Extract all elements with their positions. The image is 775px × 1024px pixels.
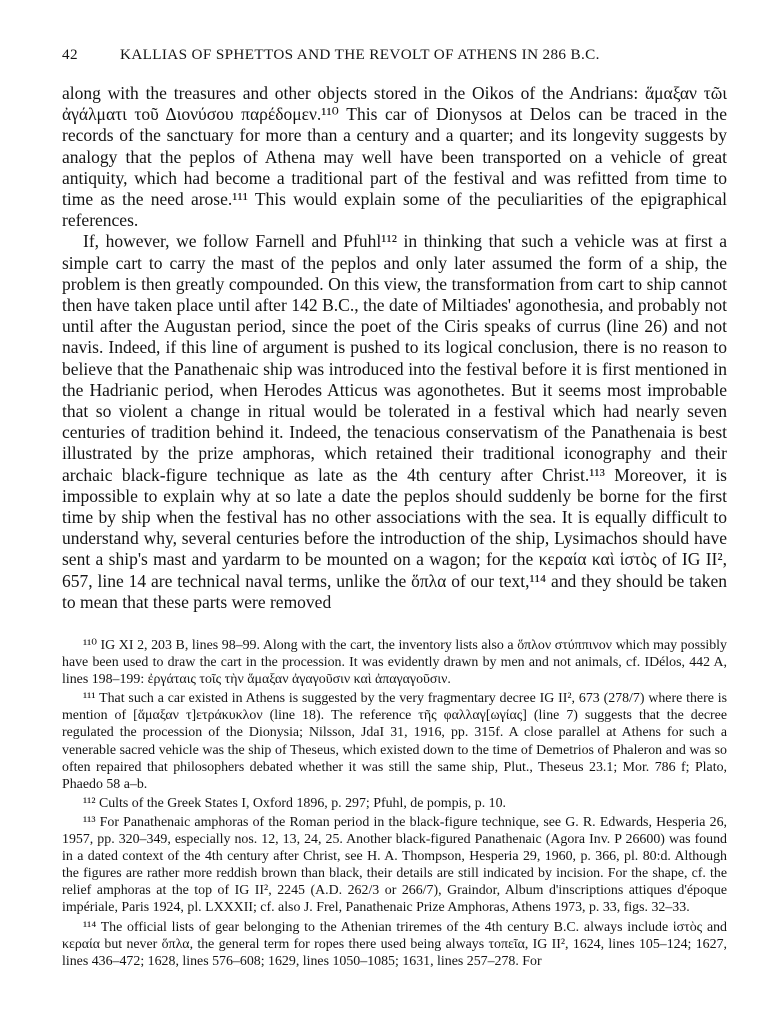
- footnote-114: ¹¹⁴ The official lists of gear belonging to the Athenian triremes of the 4th century B.C. always include ἱστὸς and κεραία but never ὅπλα, the general term for ropes there used being always τοπεῖα, IG II², 1624, lines 105–124; 1627, lines 436–472; 1628, lines 576–608; 1629, lines 1050–1085; 1631, lines 257–278. For: [62, 919, 727, 969]
- paragraph-1: along with the treasures and other objects stored in the Oikos of the Andrians: ἅμαξαν τῶι ἀγάλματι τοῦ Διονύσου παρέδομεν.¹¹⁰ This car of Dionysos at Delos can be traced in the records of the sanctuary for more than a century and a quarter; and its longevity suggests by analogy that the peplos of Athena may well have been transported on a vehicle of great antiquity, which had become a traditional part of the festival and was refitted from time to time as the need arose.¹¹¹ This would explain some of the peculiarities of the epigraphical references.: [62, 83, 727, 231]
- footnote-113: ¹¹³ For Panathenaic amphoras of the Roman period in the black-figure technique, see G. R. Edwards, Hesperia 26, 1957, pp. 320–349, especially nos. 12, 13, 24, 25. Another black-figured Panathenaic (Agora Inv. P 26600) was found in a dated context of the 4th century after Christ, see H. A. Thompson, Hesperia 29, 1960, p. 366, pl. 80:d. Although the figures are rather more reddish brown than black, their details are still indicated by incision. For the shape, cf. the relief amphoras at the top of IG II², 2245 (A.D. 262/3 or 266/7), Graindor, Album d'inscriptions attiques d'époque impériale, Paris 1924, pl. LXXXII; cf. also J. Frel, Panathenaic Prize Amphoras, Athens 1973, p. 33, figs. 32–33.: [62, 814, 727, 916]
- running-title: KALLIAS OF SPHETTOS AND THE REVOLT OF ATHENS IN 286 B.C.: [120, 46, 600, 63]
- running-header: [62, 46, 727, 70]
- footnotes: [62, 637, 727, 972]
- footnote-112: ¹¹² Cults of the Greek States I, Oxford 1896, p. 297; Pfuhl, de pompis, p. 10.: [83, 795, 506, 811]
- footnote-111: ¹¹¹ That such a car existed in Athens is suggested by the very fragmentary decree IG II², 673 (278/7) where there is mention of [ἅμαξαν τ]ετράκυκλον (line 18). The reference τῆς φαλλαγ[ωγίας] (line 7) suggests that the decree regulated the procession of the Dionysia; Nilsson, JdaI 31, 1916, pp. 315f. A close parallel at Athens for such a venerable sacred vehicle was the ship of Theseus, which existed down to the time of Demetrios of Phaleron and was so often repaired that philosophers debated whether it was still the same ship, Plut., Theseus 23.1; Mor. 786 f; Plato, Phaedo 58 a–b.: [62, 691, 727, 792]
- main-text: [62, 83, 727, 613]
- paragraph-2: If, however, we follow Farnell and Pfuhl¹¹² in thinking that such a vehicle was at first a simple cart to carry the mast of the peplos and only later assumed the form of a ship, the problem is then greatly compounded. On this view, the transformation from cart to ship cannot then have taken place until after 142 B.C., the date of Miltiades' agonothesia, and probably not until after the Augustan period, since the poet of the Ciris speaks of currus (line 26) and not navis. Indeed, if this line of argument is pushed to its logical conclusion, there is no reason to believe that the Panathenaic ship was introduced into the festival before it is first mentioned in the Hadrianic period, when Herodes Atticus was agonothetes. But it seems most improbable that so violent a change in ritual would be tolerated in a festival which had nearly seven centuries of tradition behind it. Indeed, the tenacious conservatism of the Panathenaia is best illustrated by the prize amphoras, which retained their traditional iconography and their archaic black-figure technique as late as the 4th century after Christ.¹¹³ Moreover, it is impossible to explain why at so late a date the peplos should suddenly be borne for the first time by ship when the festival has no other associations with the sea. It is equally difficult to understand why, several centuries before the introduction of the ship, Lysimachos should have sent a ship's mast and yardarm to be mounted on a wagon; for the κεραία καὶ ἱστὸς of IG II², 657, line 14 are technical naval terms, unlike the ὅπλα of our text,¹¹⁴ and they should be taken to mean that these parts were removed: [62, 231, 727, 612]
- footnote-110: ¹¹⁰ IG XI 2, 203 B, lines 98–99. Along with the cart, the inventory lists also a ὅπλον στύππινον which may possibly have been used to draw the cart in the procession. It was evidently drawn by men and not animals, cf. IDélos, 442 A, lines 198–199: ἐργάταις τοῖς τὴν ἅμαξαν ἀγαγοῦσιν καὶ ἀπαγαγοῦσιν.: [62, 638, 727, 688]
- page-number: 42: [62, 46, 78, 63]
